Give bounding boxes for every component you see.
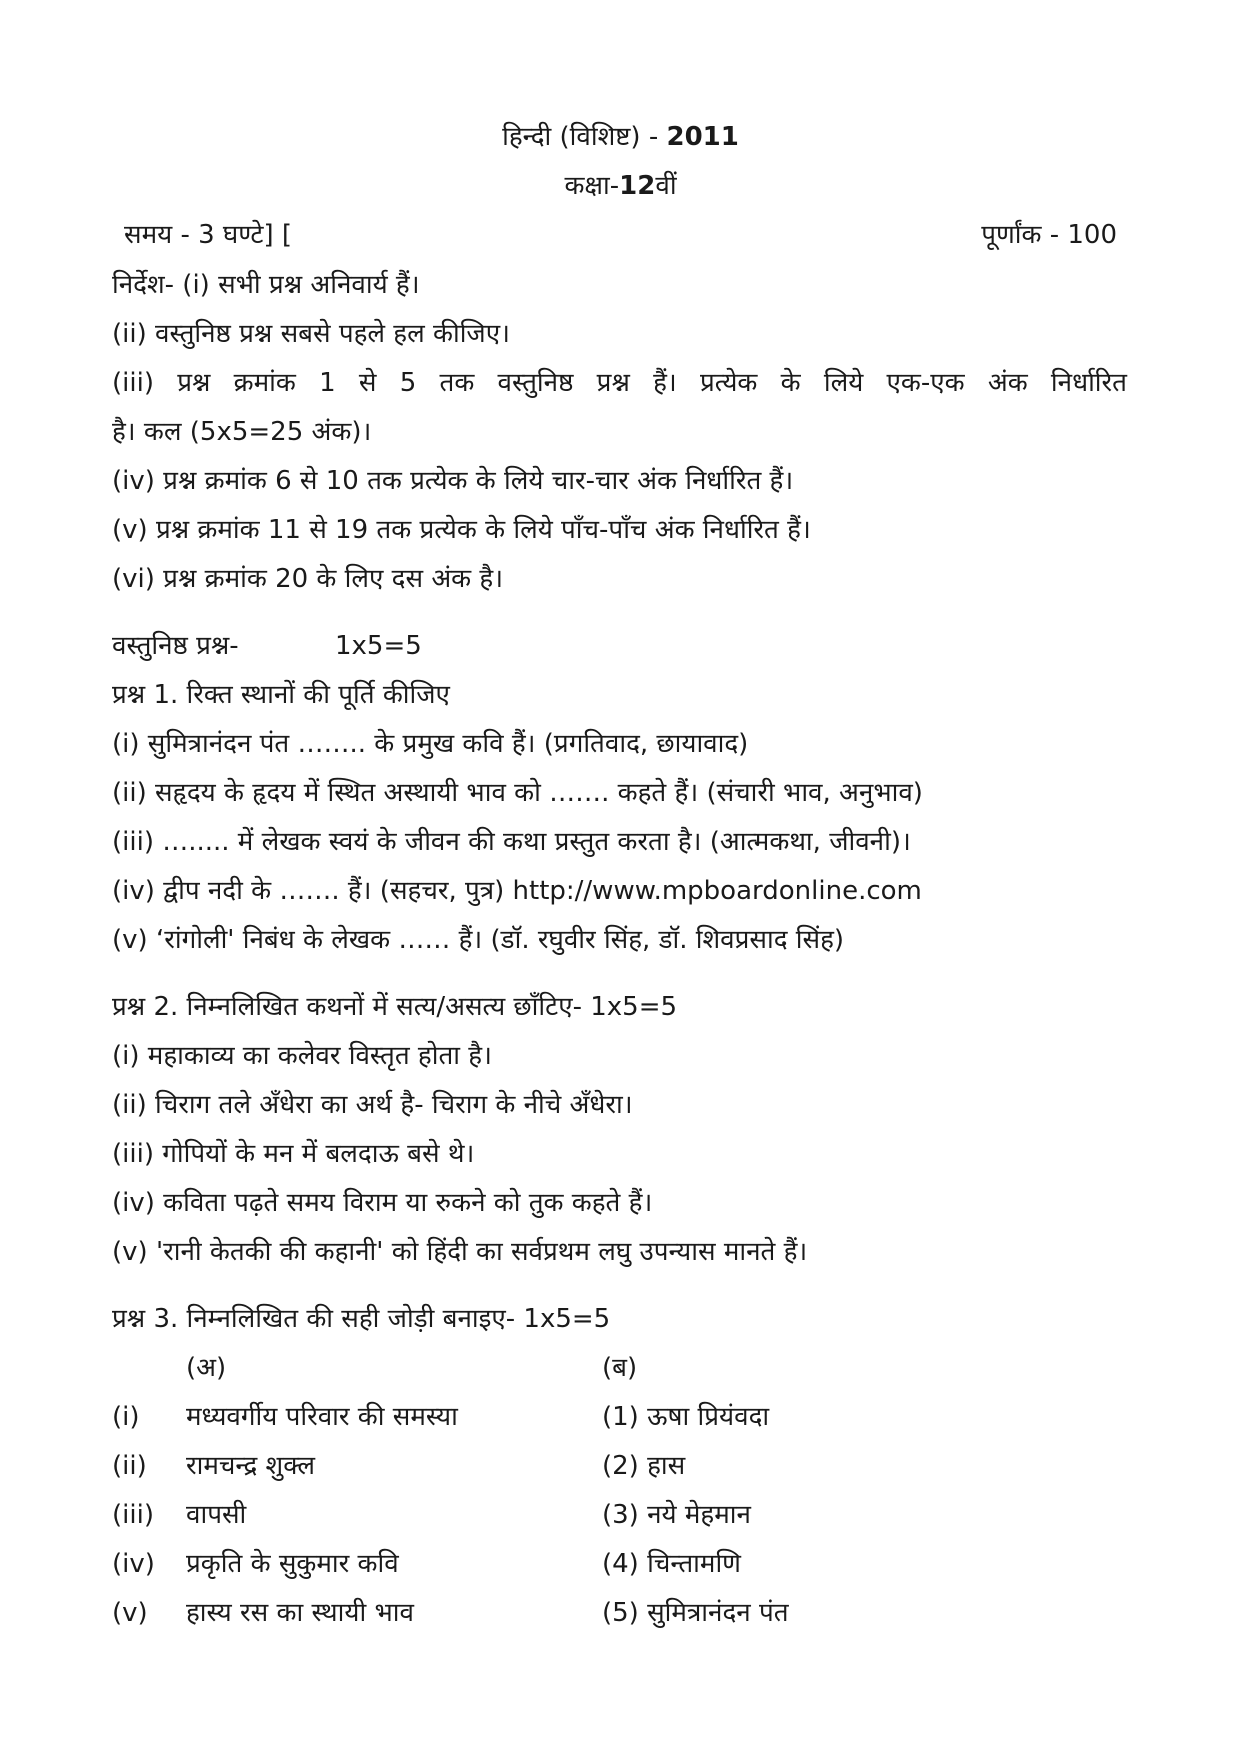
instruction-line: (vi) प्रश्न क्रमांक 20 के लिए दस अंक है।: [112, 564, 504, 594]
q1-item: (iii) …..... में लेखक स्वयं के जीवन की कथा प्रस्तुत करता है। (आत्मकथा, जीवनी)।: [112, 827, 911, 857]
page-title: [0, 124, 1241, 150]
class-label: [0, 173, 1241, 199]
q3-row-b: (4) चिन्तामणि: [602, 1549, 741, 1579]
q3-row-number: (i): [112, 1402, 140, 1432]
time-label: समय - 3 घण्टे] [: [124, 220, 293, 250]
q3-col-b-heading: (ब): [602, 1353, 638, 1383]
class-value: 12: [619, 171, 656, 201]
instruction-line: है। कल (5x5=25 अंक)।: [112, 417, 372, 447]
instruction-line: निर्देश- (i) सभी प्रश्न अनिवार्य हैं।: [112, 270, 420, 300]
q3-row-a: प्रकृति के सुकुमार कवि: [186, 1549, 399, 1579]
title-prefix: हिन्दी (विशिष्ट) -: [502, 122, 667, 152]
q1-item: (i) सुमित्रानंदन पंत …….. के प्रमुख कवि हैं। (प्रगतिवाद, छायावाद): [112, 729, 749, 759]
q3-row-a: मध्यवर्गीय परिवार की समस्या: [186, 1402, 458, 1432]
q3-row-b: (5) सुमित्रानंदन पंत: [602, 1598, 789, 1628]
q3-row-a: हास्य रस का स्थायी भाव: [186, 1598, 414, 1628]
q3-row-b: (1) ऊषा प्रियंवदा: [602, 1402, 770, 1432]
instruction-line: (iv) प्रश्न क्रमांक 6 से 10 तक प्रत्येक के लिये चार-चार अंक निर्धारित हैं।: [112, 466, 794, 496]
q3-row-a: रामचन्द्र शुक्ल: [186, 1451, 316, 1481]
q3-col-a-heading: (अ): [186, 1353, 227, 1383]
q2-title: प्रश्न 2. निम्नलिखित कथनों में सत्य/असत्य छाँटिए- 1x5=5: [112, 992, 678, 1022]
q1-item: (iv) द्वीप नदी के ……. हैं। (सहचर, पुत्र) http://www.mpboardonline.com: [112, 876, 922, 906]
q3-row-number: (v): [112, 1598, 148, 1628]
q1-title: प्रश्न 1. रिक्त स्थानों की पूर्ति कीजिए: [112, 680, 450, 710]
class-prefix: कक्षा-: [564, 171, 620, 201]
q3-row-number: (ii): [112, 1451, 147, 1481]
q3-row-number: (iv): [112, 1549, 155, 1579]
title-year: 2011: [666, 122, 739, 152]
q1-item: (v) ‘रांगोली' निबंध के लेखक …… हैं। (डॉ. रघुवीर सिंह, डॉ. शिवप्रसाद सिंह): [112, 925, 845, 955]
instruction-line: (v) प्रश्न क्रमांक 11 से 19 तक प्रत्येक के लिये पाँच-पाँच अंक निर्धारित हैं।: [112, 515, 811, 545]
q3-row-number: (iii): [112, 1500, 154, 1530]
objective-heading: वस्तुनिष्ठ प्रश्न-: [112, 631, 239, 661]
q2-item: (ii) चिराग तले अँधेरा का अर्थ है- चिराग के नीचे अँधेरा।: [112, 1090, 633, 1120]
max-marks-label: पूर्णांक - 100: [981, 220, 1117, 250]
q2-item: (i) महाकाव्य का कलेवर विस्तृत होता है।: [112, 1041, 492, 1071]
instruction-line: (iii) प्रश्न क्रमांक 1 से 5 तक वस्तुनिष्ठ प्रश्न हैं। प्रत्येक के लिये एक-एक अंक निर्धारित: [112, 368, 1127, 398]
q3-row-b: (3) नये मेहमान: [602, 1500, 751, 1530]
q3-row-a: वापसी: [186, 1500, 247, 1530]
q2-item: (v) 'रानी केतकी की कहानी' को हिंदी का सर्वप्रथम लघु उपन्यास मानते हैं।: [112, 1237, 808, 1267]
objective-marks: 1x5=5: [335, 631, 422, 661]
q2-item: (iii) गोपियों के मन में बलदाऊ बसे थे।: [112, 1139, 475, 1169]
q3-title: प्रश्न 3. निम्नलिखित की सही जोड़ी बनाइए- 1x5=5: [112, 1304, 611, 1334]
q1-item: (ii) सहृदय के हृदय में स्थित अस्थायी भाव को ……. कहते हैं। (संचारी भाव, अनुभाव): [112, 778, 923, 808]
instruction-line: (ii) वस्तुनिष्ठ प्रश्न सबसे पहले हल कीजिए।: [112, 319, 510, 349]
class-suffix: वीं: [655, 171, 677, 201]
q3-row-b: (2) हास: [602, 1451, 686, 1481]
q2-item: (iv) कविता पढ़ते समय विराम या रुकने को तुक कहते हैं।: [112, 1188, 653, 1218]
